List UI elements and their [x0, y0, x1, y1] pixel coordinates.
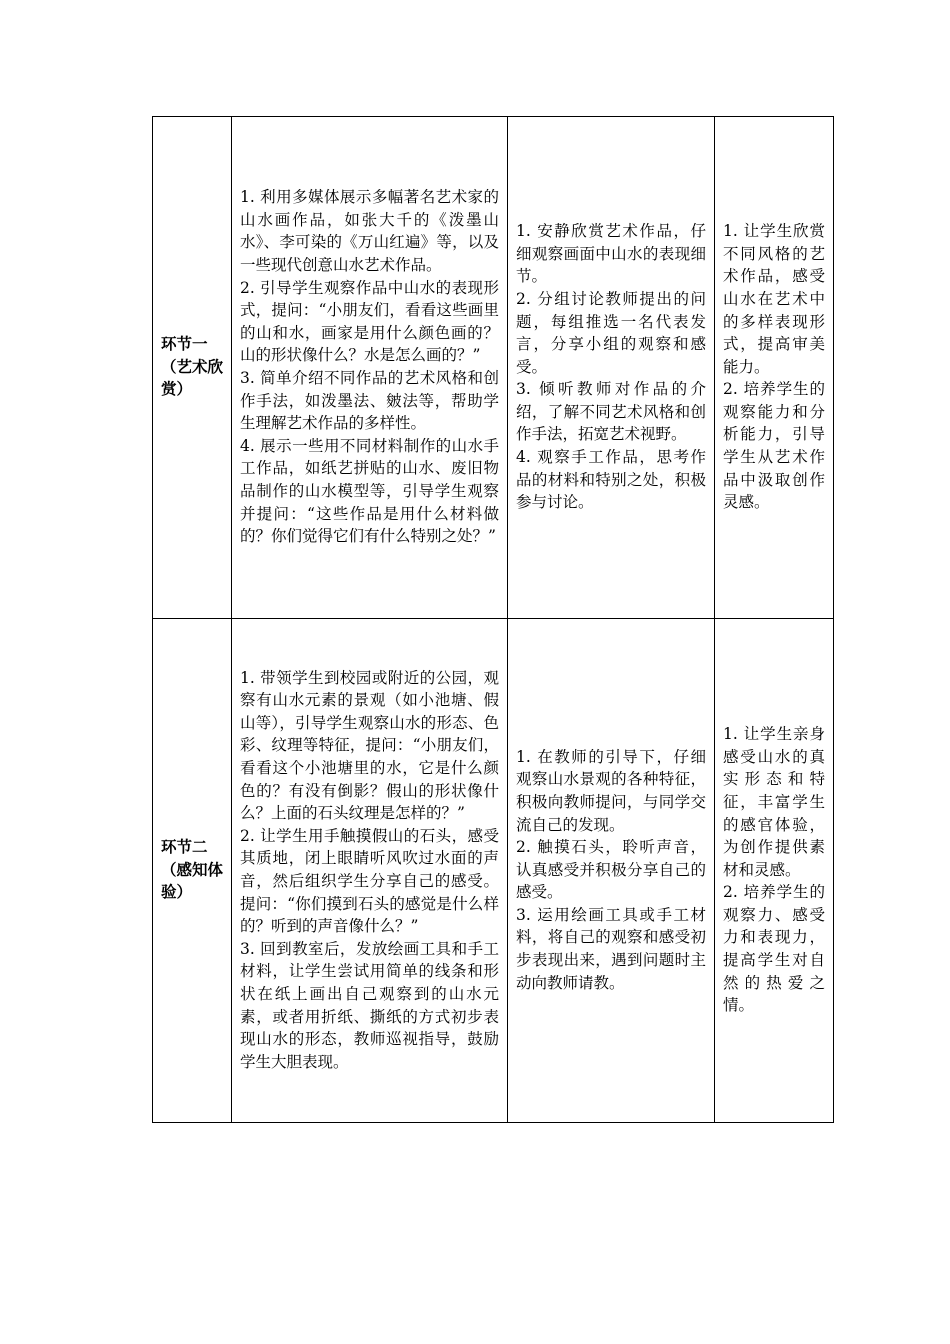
purpose-item: 2. 培养学生的观察能力和分析能力，引导学生从艺术作品中汲取创作灵感。 [723, 380, 825, 512]
teacher-activity-cell [232, 619, 508, 1123]
teacher-step: 2. 引导学生观察作品中山水的表现形式，提问：“小朋友们，看看这些画里的山和水，画家是用什么颜色画的？山的形状像什么？水是怎么画的？” [240, 278, 499, 365]
student-step: 3. 倾听教师对作品的介绍，了解不同艺术风格和创作手法，拓宽艺术视野。 [516, 380, 706, 444]
stage-subtitle: （感知体验） [161, 860, 224, 902]
student-step: 2. 触摸石头，聆听声音，认真感受并积极分享自己的感受。 [516, 838, 706, 902]
design-purpose-cell [715, 619, 834, 1123]
purpose-item: 1. 让学生欣赏不同风格的艺术作品，感受山水在艺术中的多样表现形式，提高审美能力。 [723, 222, 825, 376]
teacher-step: 1. 带领学生到校园或附近的公园，观察有山水元素的景观（如小池塘、假山等），引导学生观察山水的形态、色彩、纹理等特征，提问：“小朋友们，看看这个小池塘里的水，它是什么颜色的？有没有倒影？假山的形状像什么？上面的石头纹理是怎样的？” [240, 668, 499, 823]
stage-name: 环节二 [161, 838, 208, 857]
table-row-stage-2 [153, 619, 834, 1123]
student-step: 2. 分组讨论教师提出的问题，每组推选一名代表发言，分享小组的观察和感受。 [516, 289, 706, 376]
teacher-step: 1. 利用多媒体展示多幅著名艺术家的山水画作品，如张大千的《泼墨山水》、李可染的《万山红遍》等，以及一些现代创意山水艺术作品。 [240, 188, 499, 275]
teacher-activity-cell [232, 117, 508, 619]
purpose-item: 1. 让学生亲身感受山水的真实形态和特征，丰富学生的感官体验，为创作提供素材和灵感。 [723, 725, 825, 879]
teacher-step: 3. 简单介绍不同作品的艺术风格和创作手法，如泼墨法、皴法等，帮助学生理解艺术作品的多样性。 [240, 369, 499, 433]
purpose-item: 2. 培养学生的观察力、感受力和表现力，提高学生对自然的热爱之情。 [723, 883, 825, 1015]
stage-label-cell [153, 117, 232, 619]
student-step: 1. 安静欣赏艺术作品，仔细观察画面中山水的表现细节。 [516, 222, 706, 286]
teacher-step: 4. 展示一些用不同材料制作的山水手工作品，如纸艺拼贴的山水、废旧物品制作的山水模型等，引导学生观察并提问：“这些作品是用什么材料做的？你们觉得它们有什么特别之处？” [240, 436, 499, 546]
stage-subtitle: （艺术欣赏） [161, 357, 224, 399]
student-activity-cell [508, 619, 715, 1123]
teacher-step: 3. 回到教室后，发放绘画工具和手工材料，让学生尝试用简单的线条和形状在纸上画出自己观察到的山水元素，或者用折纸、撕纸的方式初步表现山水的形态，教师巡视指导，鼓励学生大胆表现。 [240, 939, 499, 1071]
stage-name: 环节一 [161, 335, 208, 354]
table-row-stage-1 [153, 117, 834, 619]
lesson-plan-table [152, 116, 834, 1123]
design-purpose-cell [715, 117, 834, 619]
student-step: 1. 在教师的引导下，仔细观察山水景观的各种特征，积极向教师提问，与同学交流自己的发现。 [516, 747, 706, 834]
teacher-step: 2. 让学生用手触摸假山的石头，感受其质地，闭上眼睛听风吹过水面的声音，然后组织学生分享自己的感受。提问：“你们摸到石头的感觉是什么样的？听到的声音像什么？” [240, 826, 499, 936]
student-step: 3. 运用绘画工具或手工材料，将自己的观察和感受初步表现出来，遇到问题时主动向教师请教。 [516, 905, 706, 992]
stage-label-cell [153, 619, 232, 1123]
student-step: 4. 观察手工作品，思考作品的材料和特别之处，积极参与讨论。 [516, 448, 706, 512]
student-activity-cell [508, 117, 715, 619]
